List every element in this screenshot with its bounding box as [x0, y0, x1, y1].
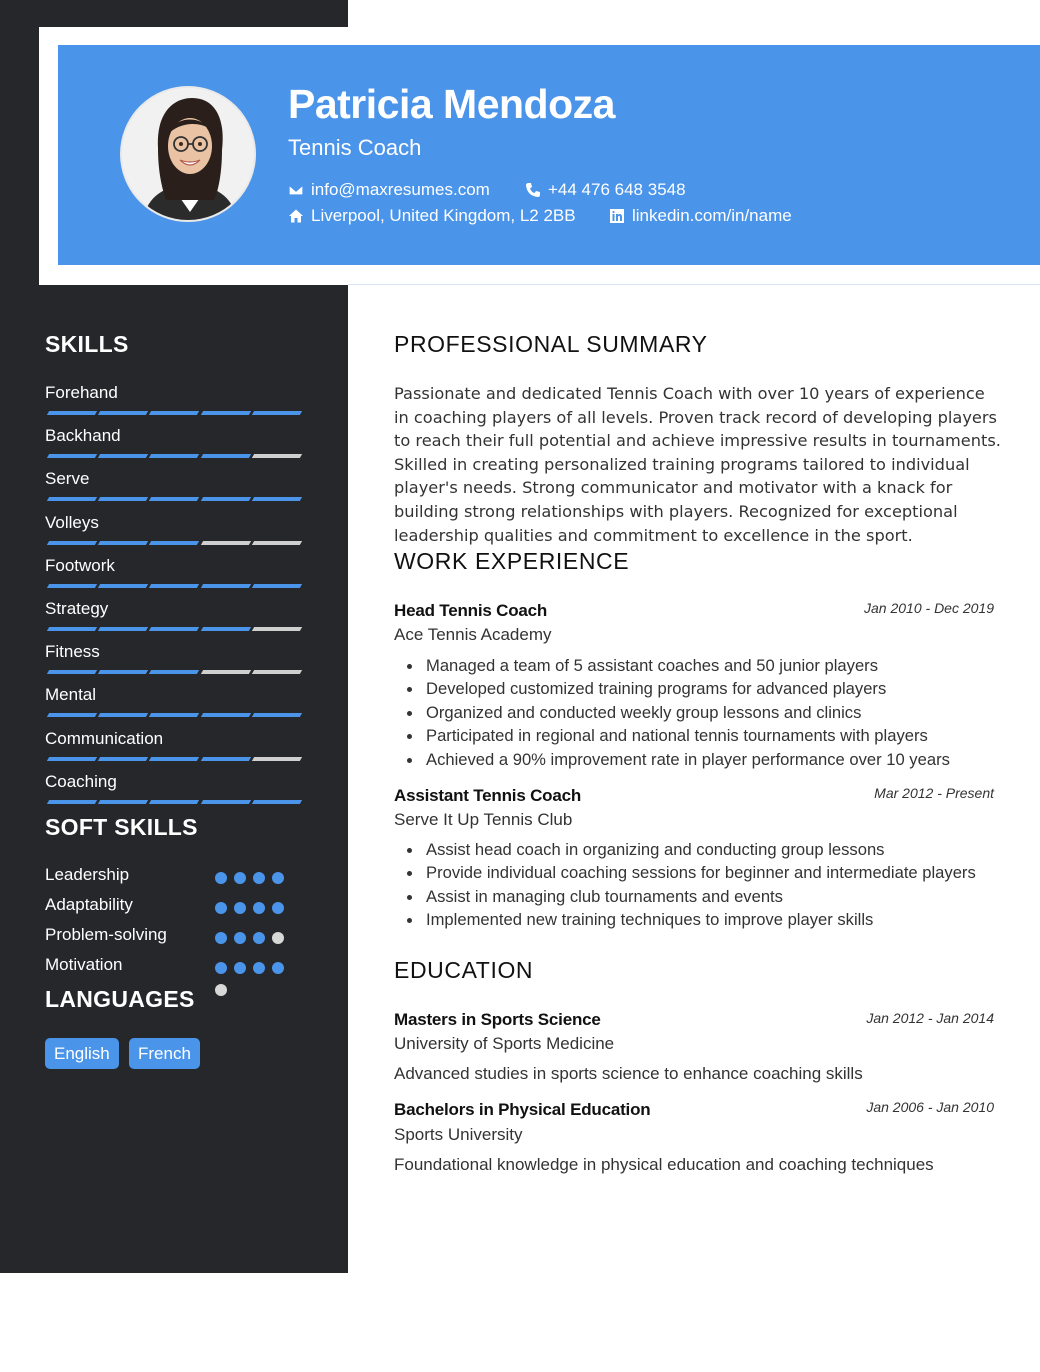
rating-dot	[215, 872, 227, 884]
skill-rating-bar	[45, 454, 305, 458]
contact-email[interactable]	[288, 180, 490, 200]
job-bullets	[426, 838, 1006, 932]
skill-item	[45, 513, 305, 533]
rating-segment	[149, 584, 199, 588]
rating-segment	[47, 800, 97, 804]
rating-dot	[234, 932, 246, 944]
job-org: Serve It Up Tennis Club	[394, 810, 573, 829]
rating-segment	[200, 627, 250, 631]
rating-segment	[200, 411, 250, 415]
soft-skill-item	[45, 865, 305, 889]
rating-segment	[252, 713, 302, 717]
rating-dot	[253, 932, 265, 944]
rating-segment	[47, 713, 97, 717]
contact-linkedin[interactable]	[609, 206, 792, 226]
rating-dot-extra	[215, 984, 227, 996]
rating-dot	[234, 962, 246, 974]
skill-item	[45, 469, 305, 489]
rating-segment	[98, 757, 148, 761]
skill-rating-bar	[45, 541, 305, 545]
soft-skill-name: Motivation	[45, 955, 123, 974]
skill-name: Fitness	[45, 642, 100, 661]
soft-skill-name: Problem-solving	[45, 925, 167, 944]
rating-segment	[149, 627, 199, 631]
skill-rating-bar	[45, 497, 305, 501]
language-badge: French	[129, 1038, 200, 1069]
rating-segment	[149, 497, 199, 501]
contact-phone[interactable]	[525, 180, 686, 200]
skill-rating-bar	[45, 713, 305, 717]
rating-segment	[98, 584, 148, 588]
rating-segment	[252, 497, 302, 501]
bullet-item: Organized and conducted weekly group lessons and clinics	[426, 701, 1006, 724]
candidate-name: Patricia Mendoza	[288, 81, 615, 127]
header-divider	[348, 284, 1040, 285]
bullet-item: Participated in regional and national tennis tournaments with players	[426, 724, 1006, 747]
skills-heading: SKILLS	[45, 331, 129, 357]
skill-name: Footwork	[45, 556, 115, 575]
rating-segment	[149, 800, 199, 804]
school-name: University of Sports Medicine	[394, 1034, 615, 1053]
languages-heading: LANGUAGES	[45, 986, 195, 1012]
skill-name: Serve	[45, 469, 90, 488]
rating-segment	[47, 757, 97, 761]
rating-segment	[98, 541, 148, 545]
rating-segment	[252, 411, 302, 415]
job-dates: Mar 2012 - Present	[874, 785, 994, 801]
skill-item	[45, 599, 305, 619]
soft-skill-name: Leadership	[45, 865, 130, 884]
soft-skill-item	[45, 895, 305, 919]
degree-dates: Jan 2006 - Jan 2010	[866, 1099, 994, 1115]
rating-segment	[47, 627, 97, 631]
summary-text: Passionate and dedicated Tennis Coach with over 10 years of experience in coaching players of all levels. Proven track record of developing players to reach their full potential and achieve impressive results in tournaments. Skilled in creating personalized training programs tailored to individual player's needs. Strong communicator and motivator with a knack for building strong relationships with players. Recognized for exceptional leadership qualities and commitment to excellence in the sport.	[394, 384, 1001, 545]
rating-segment	[47, 541, 97, 545]
rating-dot	[253, 872, 265, 884]
job-org: Ace Tennis Academy	[394, 625, 552, 644]
rating-segment	[200, 757, 250, 761]
rating-segment	[149, 454, 199, 458]
rating-dot	[215, 932, 227, 944]
rating-segment	[98, 713, 148, 717]
skill-item	[45, 685, 305, 705]
soft-skill-item	[45, 955, 305, 979]
rating-segment	[47, 670, 97, 674]
rating-segment	[98, 670, 148, 674]
school-name: Sports University	[394, 1125, 523, 1144]
skill-rating-bar	[45, 584, 305, 588]
avatar	[120, 86, 256, 222]
rating-segment	[149, 757, 199, 761]
rating-dot	[234, 872, 246, 884]
rating-segment	[149, 713, 199, 717]
rating-segment	[200, 584, 250, 588]
home-icon	[288, 208, 304, 224]
rating-segment	[200, 541, 250, 545]
rating-segment	[200, 670, 250, 674]
rating-dot	[215, 962, 227, 974]
location-text: Liverpool, United Kingdom, L2 2BB	[311, 206, 576, 225]
degree-description: Foundational knowledge in physical education and coaching techniques	[394, 1155, 934, 1174]
skill-name: Coaching	[45, 772, 117, 791]
rating-segment	[98, 627, 148, 631]
rating-segment	[200, 713, 250, 717]
soft-skill-name: Adaptability	[45, 895, 133, 914]
rating-segment	[200, 800, 250, 804]
experience-heading: WORK EXPERIENCE	[394, 548, 630, 574]
rating-segment	[252, 757, 302, 761]
bullet-item: Assist in managing club tournaments and events	[426, 885, 1006, 908]
rating-segment	[98, 454, 148, 458]
contact-location	[288, 206, 576, 226]
degree-dates: Jan 2012 - Jan 2014	[866, 1010, 994, 1026]
language-badge: English	[45, 1038, 119, 1069]
rating-segment	[252, 800, 302, 804]
rating-dot	[253, 962, 265, 974]
rating-segment	[47, 584, 97, 588]
skill-item	[45, 383, 305, 403]
degree-title: Bachelors in Physical Education	[394, 1100, 651, 1119]
rating-segment	[252, 584, 302, 588]
skill-rating-bar	[45, 670, 305, 674]
rating-segment	[47, 411, 97, 415]
phone-text: +44 476 648 3548	[548, 180, 686, 199]
bullet-item: Developed customized training programs for advanced players	[426, 677, 1006, 700]
rating-segment	[149, 541, 199, 545]
rating-segment	[47, 454, 97, 458]
skill-item	[45, 729, 305, 749]
skill-item	[45, 772, 305, 792]
header	[58, 45, 1040, 265]
rating-segment	[98, 800, 148, 804]
skill-name: Backhand	[45, 426, 121, 445]
education-heading: EDUCATION	[394, 957, 534, 983]
skill-item	[45, 642, 305, 662]
rating-segment	[200, 497, 250, 501]
skill-item	[45, 556, 305, 576]
skill-rating-bar	[45, 627, 305, 631]
skill-rating-bar	[45, 757, 305, 761]
skill-rating-bar	[45, 800, 305, 804]
rating-dot	[272, 902, 284, 914]
rating-dot	[272, 872, 284, 884]
bullet-item: Achieved a 90% improvement rate in player performance over 10 years	[426, 748, 1006, 771]
soft-skills-heading: SOFT SKILLS	[45, 814, 198, 840]
rating-segment	[252, 670, 302, 674]
linkedin-icon	[609, 208, 625, 224]
rating-segment	[252, 454, 302, 458]
rating-dot	[215, 902, 227, 914]
skill-item	[45, 426, 305, 446]
job-bullets	[426, 654, 1006, 771]
job-dates: Jan 2010 - Dec 2019	[864, 600, 994, 616]
rating-segment	[200, 454, 250, 458]
rating-dot	[272, 932, 284, 944]
phone-icon	[525, 182, 541, 198]
rating-segment	[98, 497, 148, 501]
rating-segment	[98, 411, 148, 415]
skill-name: Strategy	[45, 599, 109, 618]
rating-segment	[149, 670, 199, 674]
skill-name: Volleys	[45, 513, 99, 532]
rating-segment	[252, 627, 302, 631]
email-text: info@maxresumes.com	[311, 180, 490, 199]
skill-name: Mental	[45, 685, 97, 704]
rating-segment	[47, 497, 97, 501]
rating-dot	[272, 962, 284, 974]
rating-segment	[252, 541, 302, 545]
bullet-item: Assist head coach in organizing and conducting group lessons	[426, 838, 1006, 861]
linkedin-text: linkedin.com/in/name	[632, 206, 792, 225]
bullet-item: Implemented new training techniques to improve player skills	[426, 908, 1006, 931]
rating-segment	[149, 411, 199, 415]
rating-dot	[253, 902, 265, 914]
envelope-icon	[288, 182, 304, 198]
avatar-portrait	[122, 88, 256, 222]
job-title: Head Tennis Coach	[394, 601, 548, 620]
degree-title: Masters in Sports Science	[394, 1010, 601, 1029]
degree-description: Advanced studies in sports science to enhance coaching skills	[394, 1064, 863, 1083]
rating-dot	[234, 902, 246, 914]
job-title: Assistant Tennis Coach	[394, 786, 582, 805]
bullet-item: Provide individual coaching sessions for beginner and intermediate players	[426, 861, 1006, 884]
skill-name: Communication	[45, 729, 164, 748]
candidate-title: Tennis Coach	[288, 135, 422, 160]
skill-name: Forehand	[45, 383, 118, 402]
bullet-item: Managed a team of 5 assistant coaches and 50 junior players	[426, 654, 1006, 677]
soft-skill-item	[45, 925, 305, 949]
skill-rating-bar	[45, 411, 305, 415]
summary-heading: PROFESSIONAL SUMMARY	[394, 331, 708, 357]
